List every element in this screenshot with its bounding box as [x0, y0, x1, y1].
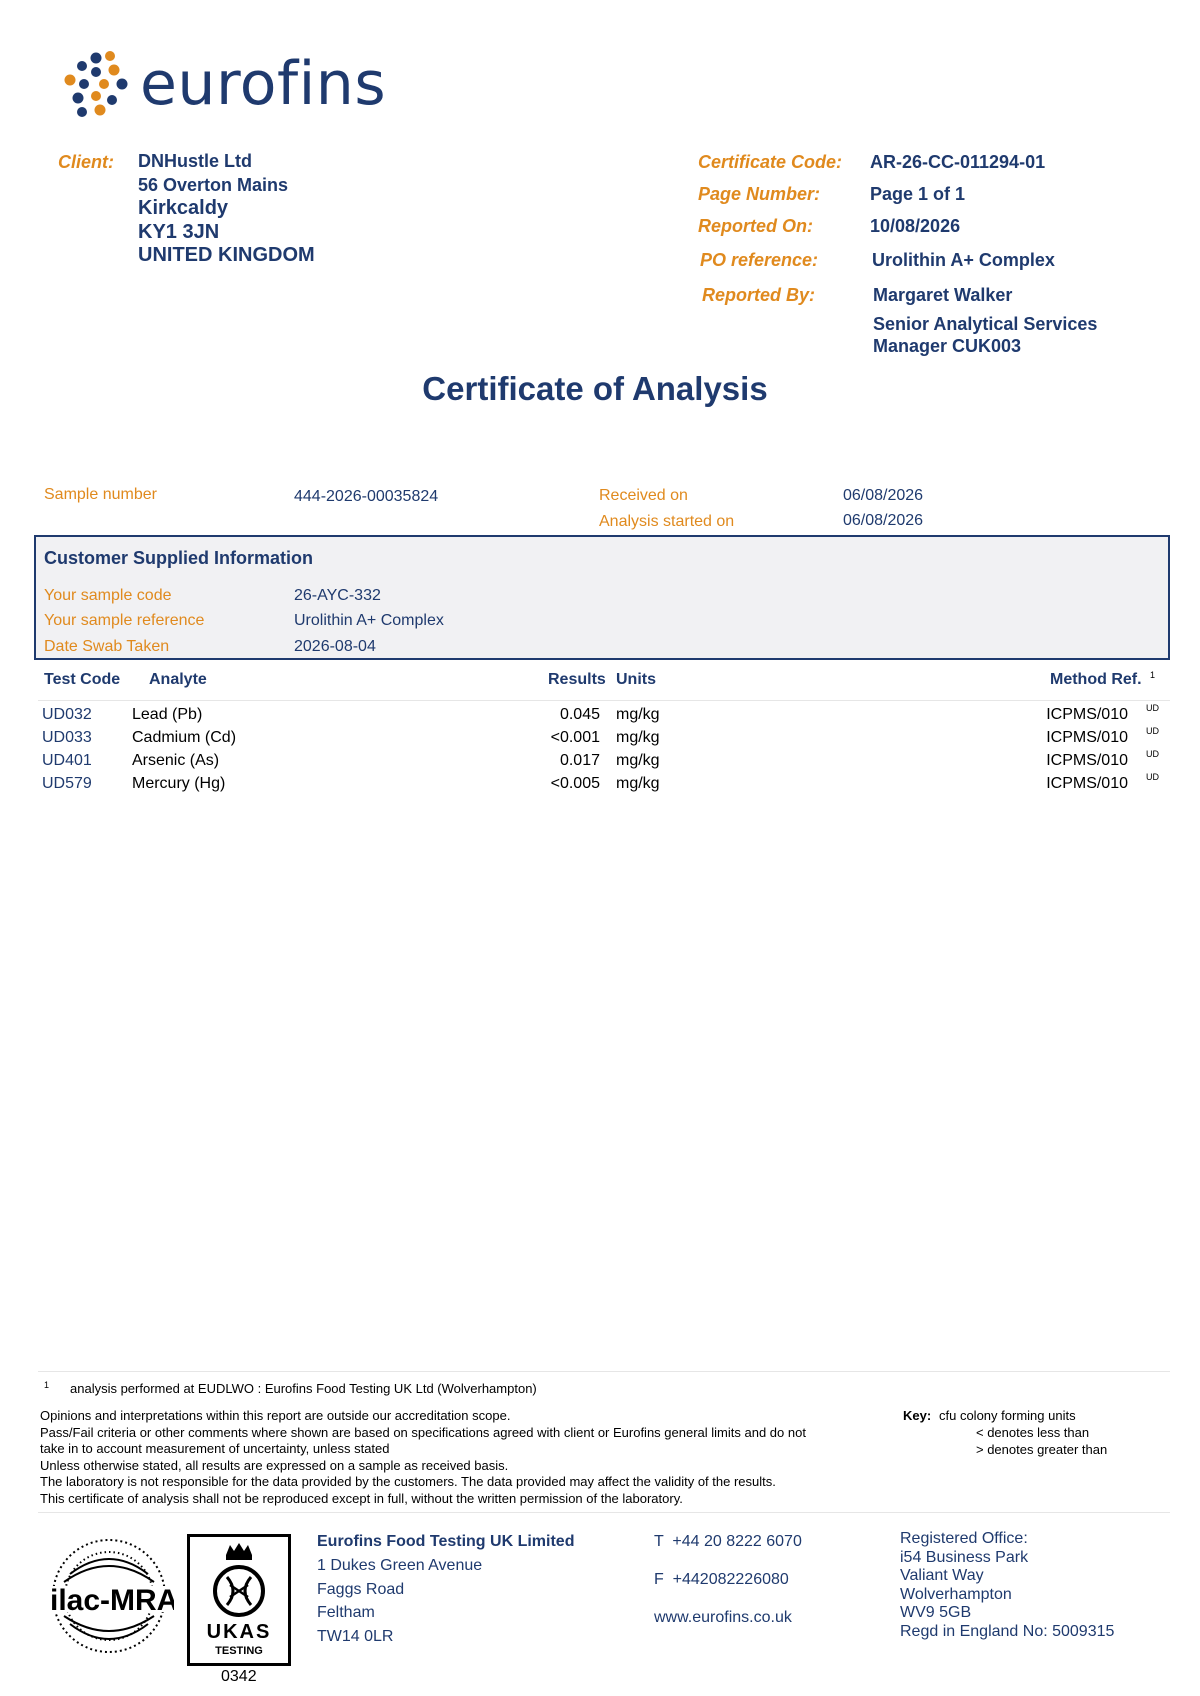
registered-office-line: WV9 5GB — [900, 1604, 972, 1622]
result: 0.017 — [559, 752, 600, 769]
test-code: UD032 — [42, 706, 92, 723]
phone: T +44 20 8222 6070 — [654, 1533, 802, 1550]
reported-by-name: Margaret Walker — [873, 285, 1013, 305]
lab-address-line: Feltham — [317, 1604, 375, 1621]
method-sup: UD — [1146, 749, 1159, 759]
table-header-rule — [38, 700, 1170, 701]
client-label: Client: — [58, 152, 114, 172]
received-on: 06/08/2026 — [843, 487, 924, 504]
unit: mg/kg — [616, 752, 660, 769]
key-label: Key: — [903, 1408, 932, 1423]
method-ref: ICPMS/010 — [1046, 752, 1128, 769]
test-code: UD033 — [42, 729, 92, 746]
disclaimer-line: Opinions and interpretations within this report are outside our accreditation scope. — [40, 1408, 511, 1423]
eurofins-logo — [60, 44, 386, 124]
footnote-marker: 1 — [44, 1380, 50, 1390]
po-reference-label: PO reference: — [700, 250, 819, 270]
col-header-method: Method Ref. — [1050, 671, 1142, 688]
method-ref: ICPMS/010 — [1046, 775, 1128, 792]
reported-by-title: Senior Analytical Services — [873, 314, 1098, 334]
customer-info-title: Customer Supplied Information — [44, 548, 314, 568]
table-row — [0, 772, 1200, 797]
test-code: UD401 — [42, 752, 92, 769]
disclaimer — [40, 1408, 900, 1507]
document-title: Certificate of Analysis — [422, 370, 768, 407]
method-ref: ICPMS/010 — [1046, 706, 1128, 723]
client-line: Kirkcaldy — [138, 197, 229, 219]
col-header-test-code: Test Code — [44, 671, 121, 688]
fax: F +442082226080 — [654, 1571, 789, 1588]
disclaimer-line: The laboratory is not responsible for the data provided by the customers. The data provided may affect the validity of the results. — [40, 1474, 776, 1489]
method-ref: ICPMS/010 — [1046, 729, 1128, 746]
page-number: Page 1 of 1 — [870, 184, 966, 204]
client-line: 56 Overton Mains — [138, 174, 289, 195]
page-number-label: Page Number: — [698, 184, 821, 204]
col-header-results: Results — [548, 671, 606, 688]
footnote-text: analysis performed at EUDLWO : Eurofins Food Testing UK Ltd (Wolverhampton) — [70, 1381, 537, 1396]
unit: mg/kg — [616, 706, 660, 723]
ilac-mra-logo — [44, 1530, 174, 1665]
lab-address-line: 1 Dukes Green Avenue — [317, 1557, 483, 1574]
date-swab: 2026-08-04 — [294, 638, 376, 655]
key-line: < denotes less than — [976, 1425, 1090, 1440]
sample-code-label: Your sample code — [44, 587, 172, 604]
eurofins-logo-mark-icon — [60, 48, 132, 120]
disclaimer-line: take in to account measurement of uncertainty, unless stated — [40, 1441, 390, 1456]
client-line: UNITED KINGDOM — [138, 244, 315, 266]
key-line: cfu colony forming units — [939, 1408, 1076, 1423]
certificate-code: AR-26-CC-011294-01 — [870, 152, 1046, 172]
brand-wordmark: eurofins — [140, 49, 387, 119]
analyte: Cadmium (Cd) — [132, 729, 237, 746]
analyte: Arsenic (As) — [132, 752, 220, 769]
footer-rule — [38, 1512, 1170, 1513]
lab-name: Eurofins Food Testing UK Limited — [317, 1533, 575, 1550]
disclaimer-line: Pass/Fail criteria or other comments where shown are based on specifications agreed with client or Eurofins general limits and do not — [40, 1424, 806, 1440]
result: <0.005 — [550, 775, 600, 792]
ukas-sub: TESTING — [215, 1645, 263, 1657]
ilac-mra-icon — [44, 1530, 174, 1665]
method-sup: UD — [1146, 703, 1159, 713]
unit: mg/kg — [616, 775, 660, 792]
lab-address-line: TW14 0LR — [317, 1627, 394, 1645]
unit: mg/kg — [616, 729, 660, 746]
method-footnote-marker: 1 — [1150, 670, 1156, 680]
test-code: UD579 — [42, 775, 92, 792]
client-line: DNHustle Ltd — [138, 151, 252, 171]
registered-office-line: i54 Business Park — [900, 1548, 1029, 1566]
disclaimer-line: This certificate of analysis shall not be reproduced except in full, without the written permission of the laboratory. — [40, 1490, 683, 1506]
ukas-crown-icon — [190, 1541, 288, 1621]
registered-office-line: Registered Office: — [900, 1530, 1028, 1547]
result: <0.001 — [550, 729, 600, 746]
method-sup: UD — [1146, 726, 1159, 736]
client-line: KY1 3JN — [138, 220, 220, 243]
analysis-started-label: Analysis started on — [599, 513, 735, 530]
analyte: Lead (Pb) — [132, 706, 203, 723]
reported-by-title: Manager CUK003 — [873, 336, 1022, 356]
footnote-rule — [38, 1371, 1170, 1372]
ukas-text: UKAS — [206, 1621, 272, 1643]
table-row — [0, 703, 1200, 728]
ukas-logo — [187, 1534, 291, 1666]
result: 0.045 — [559, 706, 600, 723]
analyte: Mercury (Hg) — [132, 775, 226, 792]
lab-address-line: Faggs Road — [317, 1580, 405, 1598]
reported-on-label: Reported On: — [698, 216, 813, 236]
date-swab-label: Date Swab Taken — [44, 638, 170, 655]
sample-reference: Urolithin A+ Complex — [294, 612, 444, 629]
col-header-analyte: Analyte — [149, 671, 207, 688]
sample-number: 444-2026-00035824 — [294, 488, 439, 505]
sample-code: 26-AYC-332 — [294, 587, 381, 604]
sample-reference-label: Your sample reference — [44, 612, 205, 629]
po-reference: Urolithin A+ Complex — [872, 250, 1055, 270]
reported-by-label: Reported By: — [702, 285, 816, 305]
lab-address-lines — [317, 1554, 482, 1648]
analysis-started: 06/08/2026 — [843, 512, 924, 529]
method-sup: UD — [1146, 772, 1159, 782]
registered-office-line: Regd in England No: 5009315 — [900, 1622, 1115, 1640]
registered-office — [900, 1530, 1114, 1642]
certificate-code-label: Certificate Code: — [698, 152, 843, 172]
registered-office-line: Wolverhampton — [900, 1585, 1012, 1603]
table-row — [0, 749, 1200, 774]
ilac-mra-text: ilac-MRA — [50, 1584, 174, 1617]
received-on-label: Received on — [599, 487, 688, 504]
registered-office-line: Valiant Way — [900, 1567, 984, 1585]
col-header-units: Units — [616, 671, 656, 688]
client-address — [138, 150, 315, 268]
disclaimer-line: Unless otherwise stated, all results are expressed on a sample as received basis. — [40, 1457, 509, 1473]
website-link[interactable]: www.eurofins.co.uk — [654, 1609, 792, 1626]
reported-on: 10/08/2026 — [870, 216, 961, 236]
sample-number-label: Sample number — [44, 486, 157, 503]
table-row — [0, 726, 1200, 751]
key-line: > denotes greater than — [976, 1442, 1108, 1457]
ukas-number: 0342 — [221, 1668, 257, 1685]
